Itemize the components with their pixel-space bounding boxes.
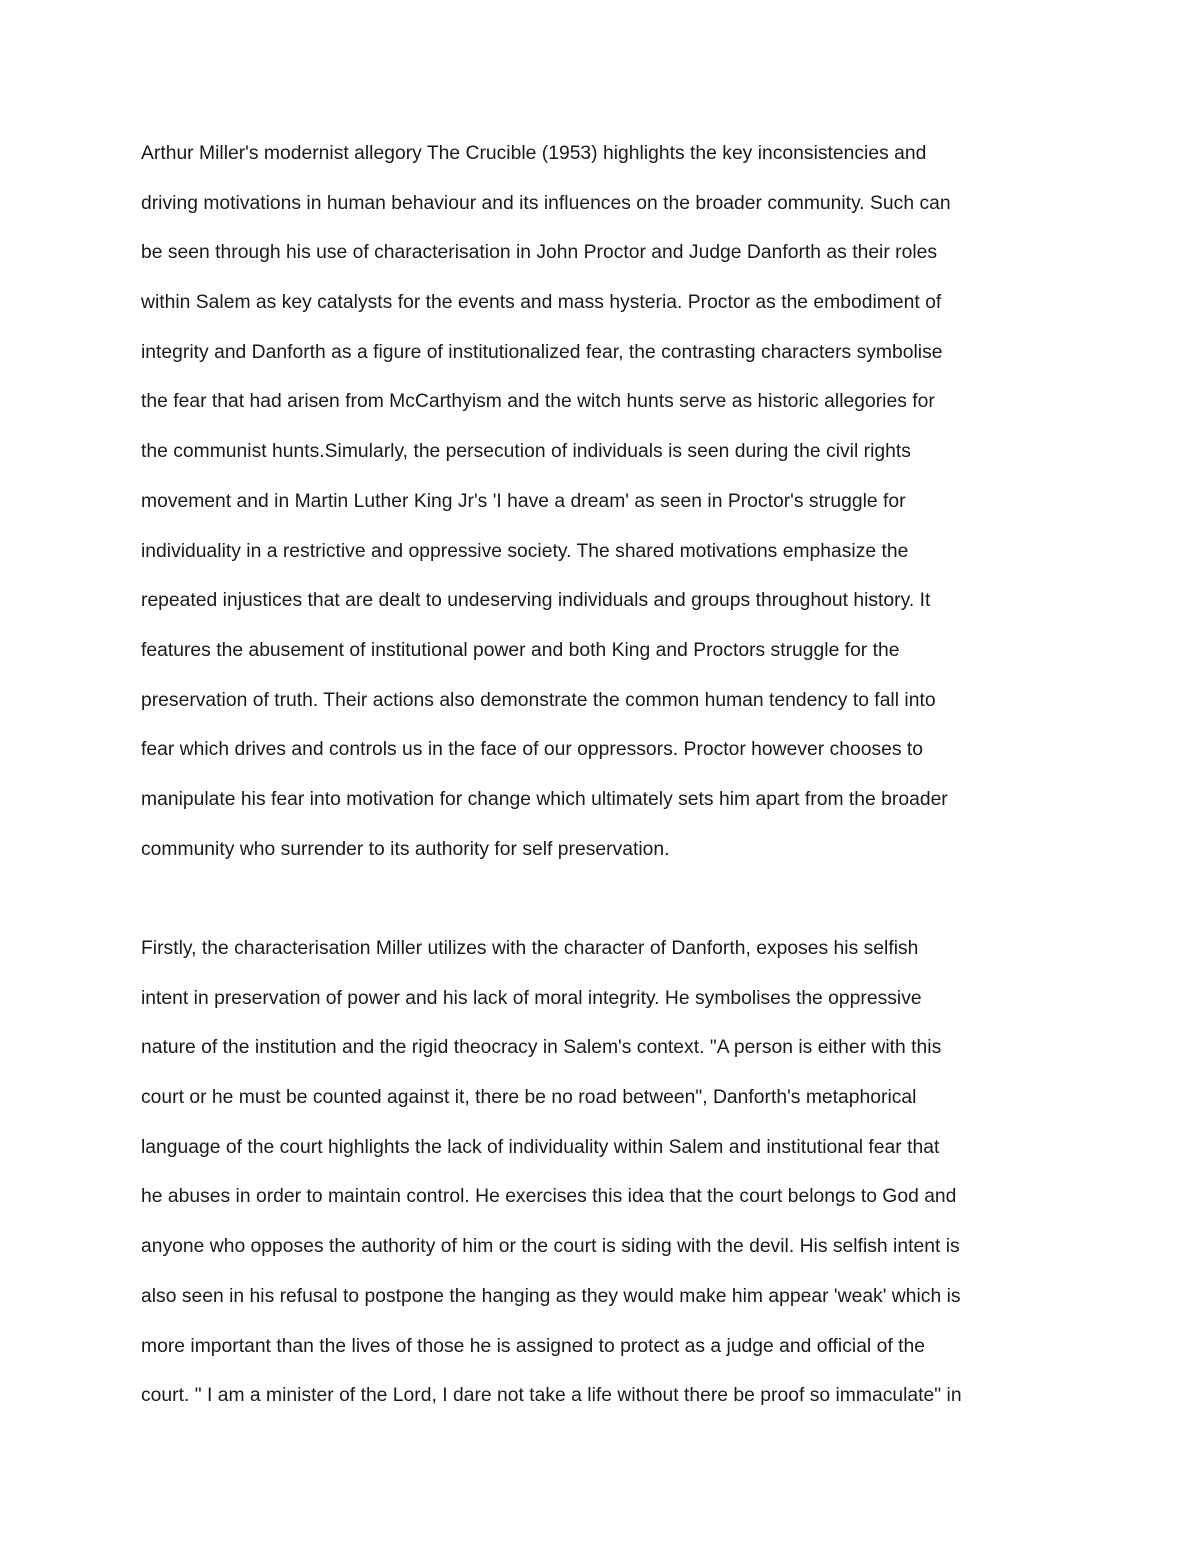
text-line: anyone who opposes the authority of him or the court is siding with the devil. His selfish intent is	[141, 1236, 960, 1258]
text-line: intent in preservation of power and his lack of moral integrity. He symbolises the oppressive	[141, 987, 922, 1009]
text-line: individuality in a restrictive and oppressive society. The shared motivations emphasize the	[141, 540, 909, 562]
text-line: also seen in his refusal to postpone the hanging as they would make him appear 'weak' which is	[141, 1285, 961, 1307]
text-line: Firstly, the characterisation Miller utilizes with the character of Danforth, exposes his selfish	[141, 938, 919, 959]
text-line: features the abusement of institutional power and both King and Proctors struggle for the	[141, 639, 900, 661]
introduction-paragraph	[141, 137, 1101, 882]
text-line: the communist hunts.Simularly, the persecution of individuals is seen during the civil rights	[141, 441, 911, 463]
text-line: manipulate his fear into motivation for change which ultimately sets him apart from the broader	[141, 788, 948, 810]
text-line: he abuses in order to maintain control. He exercises this idea that the court belongs to God and	[141, 1186, 957, 1208]
text-line: integrity and Danforth as a figure of institutionalized fear, the contrasting characters symbolise	[141, 341, 943, 363]
text-line: language of the court highlights the lack of individuality within Salem and institutional fear that	[141, 1136, 940, 1158]
text-line: repeated injustices that are dealt to undeserving individuals and groups throughout history. It	[141, 590, 931, 612]
text-line: nature of the institution and the rigid theocracy in Salem's context. "A person is either with this	[141, 1037, 942, 1059]
text-line: community who surrender to its authority for self preservation.	[141, 838, 670, 860]
text-line: more important than the lives of those he is assigned to protect as a judge and official of the	[141, 1335, 925, 1357]
text-line: movement and in Martin Luther King Jr's 'I have a dream' as seen in Proctor's struggle for	[141, 490, 906, 512]
text-line: preservation of truth. Their actions also demonstrate the common human tendency to fall into	[141, 689, 936, 711]
text-line: court or he must be counted against it, there be no road between", Danforth's metaphorical	[141, 1087, 917, 1109]
text-line: the fear that had arisen from McCarthyism and the witch hunts serve as historic allegories for	[141, 391, 935, 413]
body-paragraph	[141, 932, 1101, 1429]
text-line: driving motivations in human behaviour and its influences on the broader community. Such can	[141, 192, 951, 214]
text-line: court. " I am a minister of the Lord, I dare not take a life without there be proof so immaculate" in	[141, 1385, 962, 1407]
text-line: be seen through his use of characterisation in John Proctor and Judge Danforth as their roles	[141, 242, 938, 264]
text-line: within Salem as key catalysts for the events and mass hysteria. Proctor as the embodiment of	[141, 292, 942, 314]
text-line: fear which drives and controls us in the face of our oppressors. Proctor however chooses to	[141, 739, 924, 761]
text-line: Arthur Miller's modernist allegory The Crucible (1953) highlights the key inconsistencies and	[141, 143, 927, 164]
